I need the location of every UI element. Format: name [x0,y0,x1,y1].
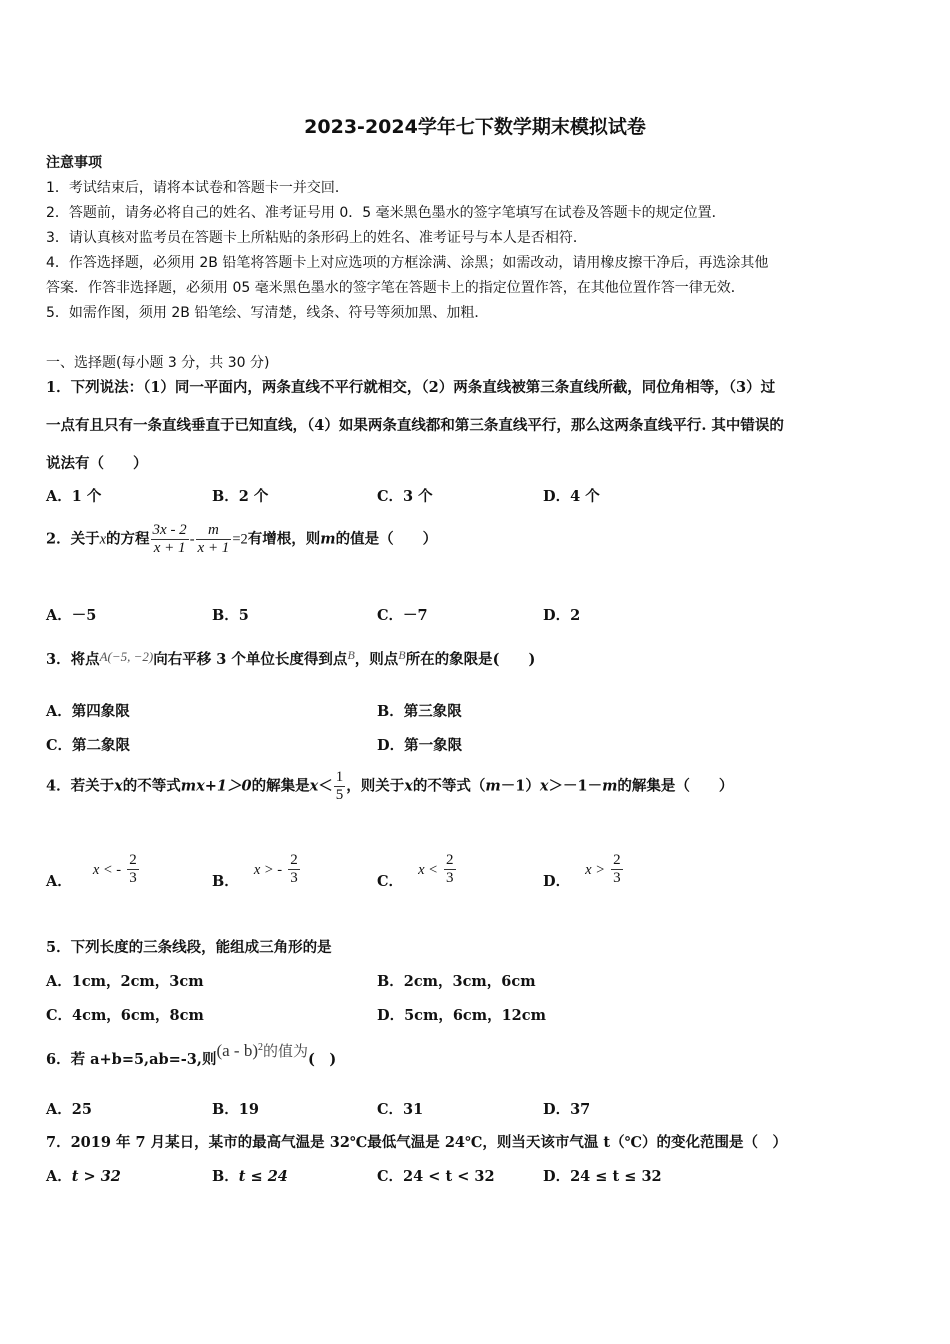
option-d: D．2 [543,607,581,624]
question-4: 4．若关于x的不等式mx+1＞0的解集是x＜ $\frac{1}{5}$ ，则关于x的不等式（m－1）x＞－1－m的解集是（ ） [46,769,734,803]
option-d: D．第一象限 [377,737,463,754]
notice-item: 4．作答选择题，必须用 2B 铅笔将答题卡上对应选项的方框涂满、涂黑；如需改动，请用橡皮擦干净后，再选涂其他 [46,255,769,271]
notice-item: 5．如需作图，须用 2B 铅笔绘、写清楚，线条、符号等须加黑、加粗． [46,305,489,321]
option-a: A． x < - $\frac{2}{3}$ [46,852,137,890]
option-d: D．5cm，6cm，12cm [377,1007,546,1024]
option-c: C． x < $\frac{2}{3}$ [377,852,454,890]
fraction-2: $\frac{m}{x + 1}$ [197,522,230,556]
notice-item: 答案．作答非选择题，必须用 05 毫米黑色墨水的签字笔在答题卡上的指定位置作答，在其他位置作答一律无效． [46,280,745,296]
question-1-line: 说法有（ ） [46,455,148,472]
question-7: 7．2019 年 7 月某日，某市的最高气温是 32℃最低气温是 24℃，则当天该市气温 t（℃）的变化范围是（ ） [46,1134,787,1151]
option-c: C．3 个 [377,488,433,505]
option-d: D．24 ≤ t ≤ 32 [543,1168,662,1185]
option-c: C．24 < t < 32 [377,1168,495,1185]
fraction-one-fifth: $\frac{1}{5}$ [335,769,344,803]
question-2: 2．关于x的方程 $\frac{3x - 2}{x + 1}$ - $\frac{m}{x + 1}$ =2有增根，则m的值是（ ） [46,522,438,556]
page-title: 2023-2024学年七下数学期末模拟试卷 [304,116,646,138]
question-6: 6．若 a+b=5,ab=-3,则(a - b)$^2$的值为( ) [46,1041,337,1068]
notice-item: 3．请认真核对监考员在答题卡上所粘贴的条形码上的姓名、准考证号与本人是否相符． [46,230,587,246]
question-1-line: 一点有且只有一条直线垂直于已知直线，（4）如果两条直线都和第三条直线平行，那么这两条直线平行. 其中错误的 [46,417,784,434]
option-d: D． x > $\frac{2}{3}$ [543,852,621,890]
option-d: D．37 [543,1101,591,1118]
option-c: C．第二象限 [46,737,131,754]
option-c: C．4cm，6cm，8cm [46,1007,204,1024]
notice-heading: 注意事项 [46,155,102,171]
option-b: B． x > - $\frac{2}{3}$ [212,852,298,890]
option-a: A．－5 [46,607,97,624]
option-b: B．19 [212,1101,259,1118]
option-c: C．－7 [377,607,428,624]
option-a: A．1cm，2cm，3cm [46,973,204,990]
option-b: B．2 个 [212,488,269,505]
option-b: B．第三象限 [377,703,462,720]
question-5: 5．下列长度的三条线段，能组成三角形的是 [46,939,332,956]
option-a: A．1 个 [46,488,102,505]
option-c: C．31 [377,1101,424,1118]
option-a: A．t > 32 [46,1168,121,1185]
question-3: 3．将点A(−5, −2)向右平移 3 个单位长度得到点$^B$，则点$^B$所在的象限是( ) [46,648,536,668]
option-b: B．5 [212,607,249,624]
option-d: D．4 个 [543,488,600,505]
notice-item: 1．考试结束后，请将本试卷和答题卡一并交回． [46,180,349,196]
option-a: A．25 [46,1101,92,1118]
option-a: A．第四象限 [46,703,130,720]
option-b: B．t ≤ 24 [212,1168,288,1185]
section-heading: 一、选择题(每小题 3 分，共 30 分) [46,355,270,371]
option-b: B．2cm，3cm，6cm [377,973,536,990]
fraction-1: $\frac{3x - 2}{x + 1}$ [152,522,187,556]
notice-item: 2．答题前，请务必将自己的姓名、准考证号用 0．5 毫米黑色墨水的签字笔填写在试卷及答题卡的规定位置． [46,205,726,221]
question-1-line: 1．下列说法：（1）同一平面内，两条直线不平行就相交，（2）两条直线被第三条直线所截，同位角相等，（3）过 [46,379,776,396]
